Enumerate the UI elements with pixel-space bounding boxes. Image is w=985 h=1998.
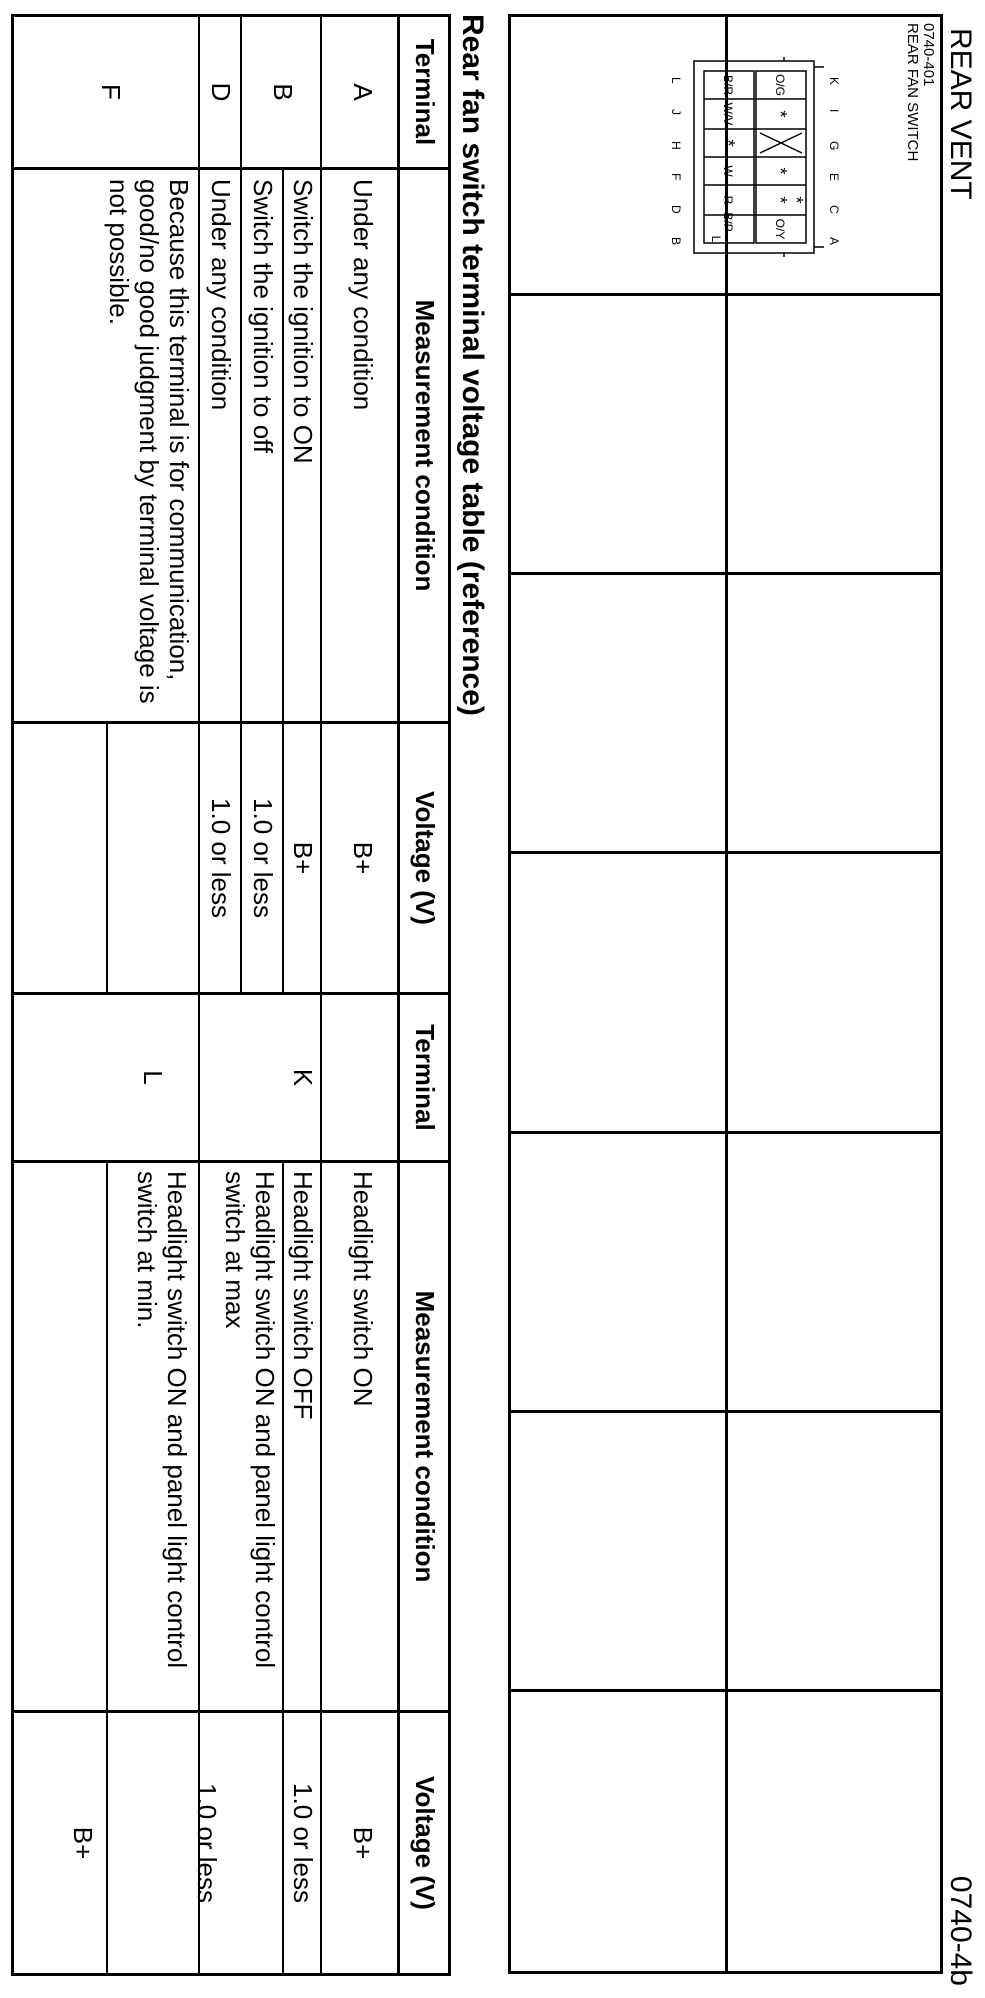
pin-letter-b: B: [669, 237, 683, 246]
pin-letter-a: A: [827, 237, 841, 246]
wire-bot-7: L: [709, 235, 723, 243]
grid-cell: [511, 296, 726, 575]
voltage-k-2: 1.0 or less: [288, 1783, 318, 1903]
row-divider: [106, 1160, 108, 1973]
condition-k-2: Headlight switch OFF: [288, 1171, 318, 1420]
grid-cell: [726, 575, 941, 854]
header-voltage-right: Voltage (V): [410, 1776, 440, 1910]
header-voltage-left: Voltage (V): [410, 791, 440, 925]
pin-letter-i: I: [827, 109, 841, 113]
row-divider: [320, 995, 322, 1973]
wire-bot-2: W/V: [721, 102, 735, 126]
condition-f: Because this terminal is for communication, good/no good judgment by terminal voltage is not possible.: [104, 179, 194, 704]
condition-l-2: Headlight switch ON and panel light control switch at min.: [132, 1171, 192, 1669]
voltage-l-2: B+: [68, 1826, 98, 1860]
pin-letter-d: D: [669, 205, 683, 214]
terminal-f: F: [96, 84, 126, 100]
pin-letter-j: J: [669, 109, 683, 115]
voltage-table: [11, 14, 451, 1976]
pin-letter-f: F: [669, 173, 683, 181]
grid-cell: [511, 854, 726, 1133]
row-divider: [106, 721, 108, 992]
condition-k-1: Headlight switch ON: [348, 1171, 378, 1407]
terminal-d: D: [206, 82, 236, 102]
row-divider: [282, 1160, 284, 1973]
pin-letter-c: C: [827, 205, 841, 214]
table-title: Rear fan switch terminal voltage table (reference): [456, 14, 489, 716]
grid-cell: [511, 17, 726, 296]
connector-name: REAR FAN SWITCH: [904, 23, 921, 162]
grid-cell: [511, 1413, 726, 1692]
row-divider: [198, 17, 200, 992]
row-divider: [320, 17, 322, 992]
grid-cell: [511, 1134, 726, 1413]
condition-l-1: Headlight switch ON and panel light control switch at max: [220, 1171, 280, 1669]
connector-id: 0740-401: [920, 23, 937, 87]
grid-cell-connector: [669, 17, 941, 296]
grid-cell: [511, 1692, 726, 1971]
wire-top-2: *: [770, 110, 790, 118]
header-divider: [397, 17, 400, 1973]
connector-grid: [508, 14, 943, 1974]
voltage-d: 1.0 or less: [206, 798, 236, 918]
voltage-b-2: 1.0 or less: [248, 798, 278, 918]
condition-d: Under any condition: [206, 179, 236, 411]
pin-letter-k: K: [827, 77, 841, 86]
wire-bot-5: R: [721, 195, 735, 205]
wire-bot-6: B/P: [721, 212, 735, 232]
header-terminal-right: Terminal: [410, 1024, 440, 1131]
voltage-b-1: B+: [288, 841, 318, 875]
wire-bot-3: *: [718, 139, 738, 147]
condition-a: Under any condition: [348, 179, 378, 411]
header-condition-left: Measurement condition: [410, 299, 440, 592]
terminal-k: K: [288, 1068, 318, 1087]
condition-b-2: Switch the ignition to off: [248, 179, 278, 454]
grid-cell: [726, 854, 941, 1133]
wire-bot-4: W: [721, 165, 735, 177]
wire-bot-1: B/R: [721, 74, 735, 96]
pin-letter-e: E: [827, 173, 841, 182]
header-terminal-left: Terminal: [410, 38, 440, 146]
wire-top-6: O/Y: [773, 218, 787, 240]
wire-top-1: O/G: [773, 73, 787, 97]
grid-cell: [726, 1134, 941, 1413]
pin-letter-h: H: [669, 141, 683, 150]
row-divider: [282, 167, 284, 992]
col-divider: [14, 1160, 448, 1163]
col-divider: [14, 992, 448, 995]
terminal-l: L: [138, 1070, 168, 1085]
wire-top-5: *: [786, 196, 806, 204]
pin-letter-g: G: [827, 141, 841, 151]
page-title: REAR VENT: [944, 28, 977, 200]
grid-cell: [726, 1413, 941, 1692]
voltage-k-1: B+: [348, 1826, 378, 1860]
page-code: 0740-4b: [944, 1875, 977, 1986]
pin-letter-l: L: [669, 77, 683, 84]
grid-cell: [511, 575, 726, 854]
wire-top-4: *: [770, 196, 790, 204]
grid-cell: [726, 1692, 941, 1971]
terminal-b: B: [268, 83, 298, 101]
row-divider: [240, 17, 242, 992]
wire-top-3: *: [770, 167, 790, 175]
header-condition-right: Measurement condition: [410, 1290, 440, 1583]
condition-b-1: Switch the ignition to ON: [288, 179, 318, 464]
terminal-a: A: [348, 83, 378, 101]
col-divider: [14, 167, 448, 170]
voltage-a: B+: [348, 841, 378, 875]
grid-cell: [726, 296, 941, 575]
voltage-l-1: 1.0 or less: [192, 1783, 222, 1903]
